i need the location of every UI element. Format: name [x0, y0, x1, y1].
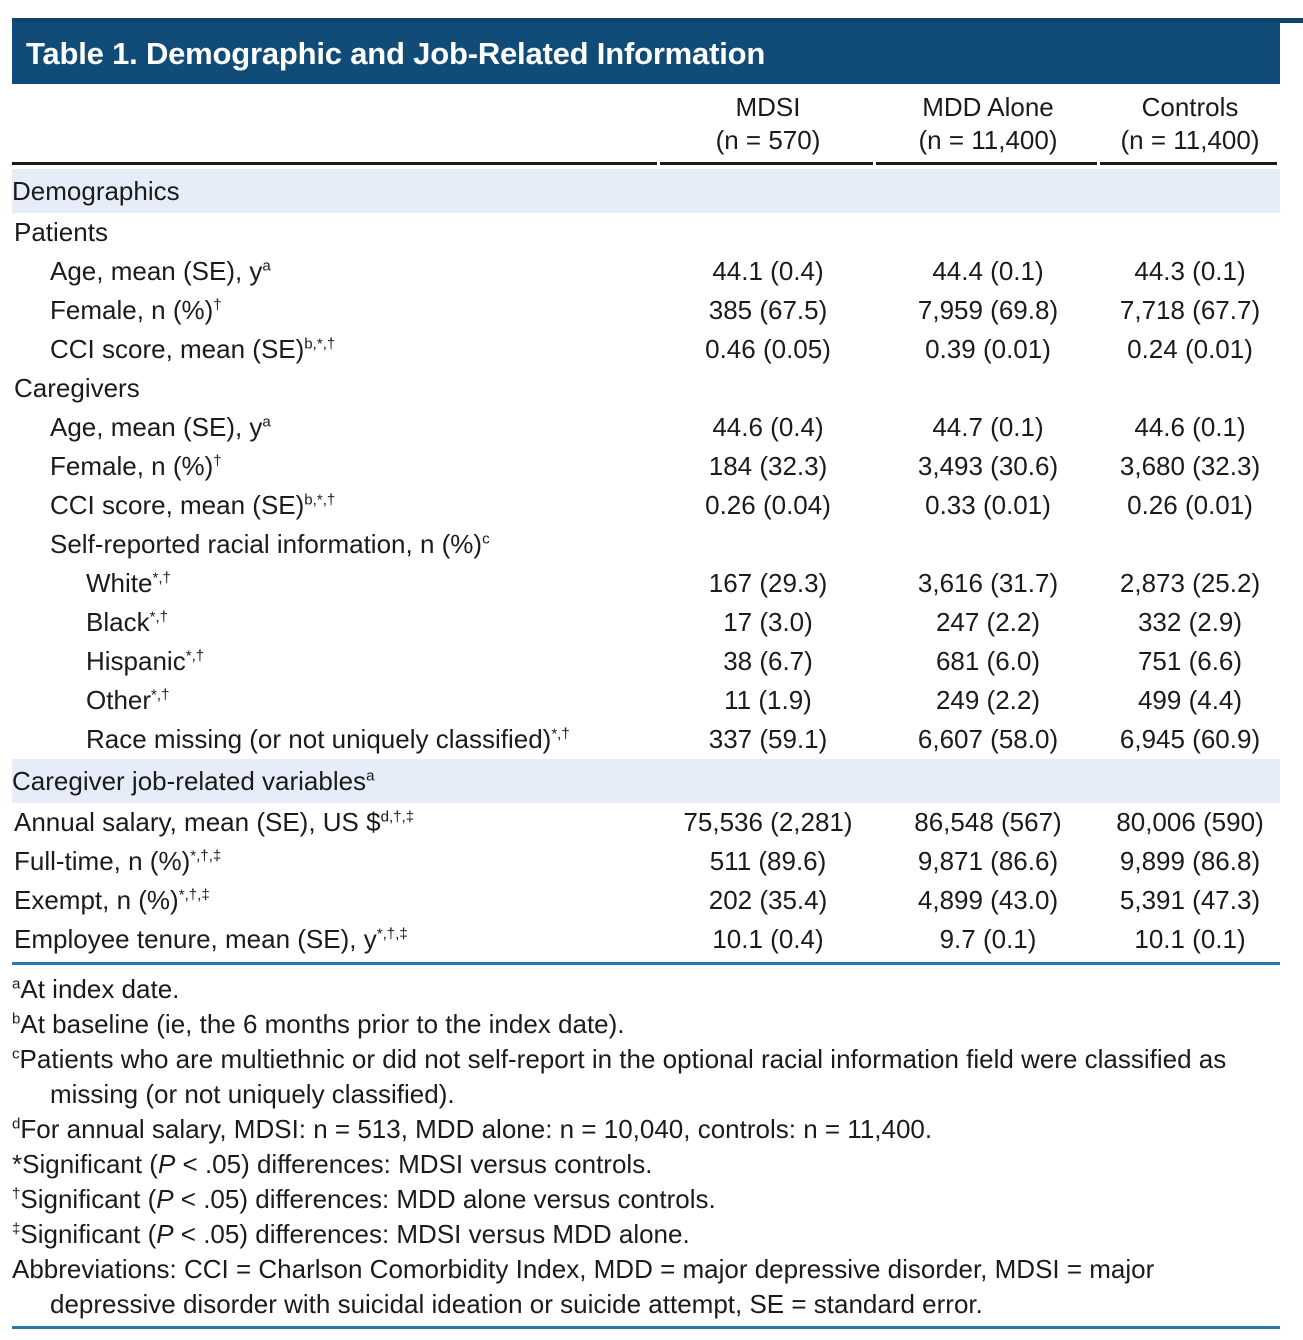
footnote: *Significant (P < .05) differences: MDSI versus controls. [12, 1149, 653, 1179]
cell-value: 9,871 (86.6) [917, 846, 1059, 876]
cell-value: 6,607 (58.0) [917, 724, 1059, 754]
figure-bottom-rule [12, 1326, 1280, 1329]
footnote: $^b$At baseline (ie, the 6 months prior to the index date). [12, 1009, 625, 1039]
table-row [12, 252, 1280, 291]
cell-value: 4,899 (43.0) [917, 885, 1059, 915]
superscript-markers: c [482, 530, 490, 548]
superscript-markers: *,† [185, 647, 205, 665]
table-body [12, 169, 1280, 959]
superscript-markers: a [262, 413, 271, 431]
cell-value: 0.26 (0.01) [1127, 490, 1253, 520]
row-label: Exempt, n (%)*,†,‡ [14, 885, 210, 915]
footnote-marker: † [12, 1185, 21, 1203]
cell-value [660, 525, 876, 564]
italic-p-value: P [156, 1219, 174, 1249]
header-rule-segment [12, 162, 657, 165]
table-row [12, 369, 1280, 408]
cell-value [660, 213, 876, 252]
superscript-markers: *,† [149, 608, 169, 626]
cell-value [876, 369, 1100, 408]
table-row [12, 447, 1280, 486]
superscript-markers: *,† [152, 569, 171, 587]
row-label: Female, n (%)† [50, 451, 222, 481]
column-header-mdsi [660, 91, 876, 157]
column-header-n: (n = 11,400) [1120, 125, 1260, 155]
superscript-markers: b,*,† [304, 335, 336, 353]
cell-value: 2,873 (25.2) [1119, 568, 1261, 598]
cell-value [1100, 369, 1280, 408]
superscript-markers: *,†,‡ [178, 886, 210, 904]
table-row [12, 564, 1280, 603]
table-row [12, 291, 1280, 330]
footnote-marker: * [12, 1149, 23, 1179]
superscript-markers: † [213, 296, 222, 314]
row-label: Self-reported racial information, n (%)$^c$ [50, 529, 490, 559]
cell-value: 184 (32.3) [708, 451, 828, 481]
row-label: CCI score, mean (SE)$^{b,*,\dagger}$ [50, 490, 336, 520]
section-header: Caregiver job-related variables$^a$ [12, 759, 1280, 803]
superscript-markers: a [262, 257, 271, 275]
cell-value: 6,945 (60.9) [1119, 724, 1261, 754]
header-rule-segment [1100, 162, 1277, 165]
cell-value: 5,391 (47.3) [1119, 885, 1261, 915]
cell-value: 751 (6.6) [1137, 646, 1243, 676]
cell-value: 3,680 (32.3) [1119, 451, 1261, 481]
row-label: Black*,† [86, 607, 169, 637]
table-row [12, 213, 1280, 252]
cell-value: 681 (6.0) [935, 646, 1041, 676]
cell-value: 332 (2.9) [1137, 607, 1243, 637]
table-row [12, 525, 1280, 564]
footnote-marker: c [12, 1045, 20, 1063]
superscript-markers: *,† [551, 725, 570, 743]
superscript-markers: *,†,‡ [190, 847, 222, 865]
cell-value: 86,548 (567) [914, 807, 1062, 837]
table-row [12, 603, 1280, 642]
table-title: Table 1. Demographic and Job-Related Information [26, 35, 766, 71]
cell-value: 44.6 (0.1) [1134, 412, 1246, 442]
cell-value: 247 (2.2) [935, 607, 1041, 637]
cell-value: 44.6 (0.4) [712, 412, 824, 442]
cell-value: 7,718 (67.7) [1119, 295, 1261, 325]
cell-value: 80,006 (590) [1116, 807, 1264, 837]
cell-value: 11 (1.9) [724, 685, 812, 715]
table-row [12, 803, 1280, 842]
row-label: Age, mean (SE), $y^a$ [50, 256, 271, 286]
column-header-n: (n = 11,400) [918, 125, 1058, 155]
superscript-markers: † [213, 452, 222, 470]
superscript-markers: d,†,‡ [380, 808, 415, 826]
cell-value: 17 (3.0) [723, 607, 813, 637]
section-row [12, 169, 1280, 213]
column-header-n: (n = 570) [715, 125, 821, 155]
italic-p-value: P [156, 1184, 174, 1214]
footnote: ‡Significant (P < .05) differences: MDSI versus MDD alone. [12, 1219, 690, 1249]
superscript-markers: a [366, 766, 375, 784]
row-label: Employee tenure, mean (SE), y*,†,‡ [14, 924, 408, 954]
table-row [12, 920, 1280, 959]
cell-value: 249 (2.2) [935, 685, 1041, 715]
cell-value: 0.24 (0.01) [1127, 334, 1253, 364]
cell-value: 75,536 (2,281) [683, 807, 853, 837]
table-row [12, 408, 1280, 447]
footnote: $^c$Patients who are multiethnic or did not self-report in the optional racial information field were classified as missing (or not uniquely classified). [12, 1044, 1227, 1109]
table-row [12, 486, 1280, 525]
row-label: CCI score, mean (SE)$^{b,*,\dagger}$ [50, 334, 336, 364]
cell-value [1100, 213, 1280, 252]
superscript-markers: *,†,‡ [376, 925, 408, 943]
footnote: $^d$For annual salary, MDSI: n = 513, MDD alone: n = 10,040, controls: n = 11,400. [12, 1114, 933, 1144]
cell-value: 7,959 (69.8) [917, 295, 1059, 325]
cell-value: 44.4 (0.1) [932, 256, 1044, 286]
cell-value: 337 (59.1) [708, 724, 828, 754]
footnote-marker: ‡ [12, 1220, 21, 1238]
cell-value [660, 369, 876, 408]
cell-value: 9,899 (86.8) [1119, 846, 1261, 876]
cell-value: 44.1 (0.4) [712, 256, 824, 286]
superscript-markers: *,† [151, 686, 170, 704]
cell-value: 0.39 (0.01) [925, 334, 1051, 364]
table-row [12, 881, 1280, 920]
header-rule-segment [876, 162, 1097, 165]
row-label: Other*,† [86, 685, 170, 715]
row-label: Female, n (%)† [50, 295, 222, 325]
section-header: Demographics [12, 169, 1280, 213]
cell-value: 38 (6.7) [723, 646, 813, 676]
cell-value: 511 (89.6) [709, 846, 827, 876]
cell-value: 0.26 (0.04) [705, 490, 831, 520]
row-label: Age, mean (SE), $y^a$ [50, 412, 271, 442]
header-rule-segment [660, 162, 873, 165]
cell-value: 202 (35.4) [708, 885, 828, 915]
footnote: Abbreviations: CCI = Charlson Comorbidity Index, MDD = major depressive disorder, MDSI = major depressive disorder with suicidal ideation or suicide attempt, SE = standard error. [12, 1254, 1155, 1319]
table-row [12, 720, 1280, 759]
row-label: Patients [14, 217, 108, 247]
table-row [12, 842, 1280, 881]
cell-value: 499 (4.4) [1137, 685, 1243, 715]
column-header-spacer [12, 91, 660, 157]
row-label: Hispanic*,† [86, 646, 205, 676]
superscript-markers: b,*,† [304, 491, 336, 509]
cell-value: 10.1 (0.4) [712, 924, 824, 954]
row-label: Annual salary, mean (SE), US \$$^{d,\dagger,\ddagger}$ [14, 807, 415, 837]
cell-value: 9.7 (0.1) [939, 924, 1037, 954]
row-label: Race missing (or not uniquely classified)*,† [86, 724, 570, 754]
column-header-label: MDD Alone [922, 92, 1054, 122]
footnote-marker: a [12, 975, 21, 993]
column-header-label: MDSI [735, 92, 801, 122]
table-row [12, 330, 1280, 369]
table-row [12, 681, 1280, 720]
footnote-marker: d [12, 1115, 21, 1133]
footnote: $^a$At index date. [12, 974, 180, 1004]
cell-value: 0.33 (0.01) [925, 490, 1051, 520]
row-label: Caregivers [14, 373, 140, 403]
column-header-controls [1100, 91, 1280, 157]
cell-value: 385 (67.5) [708, 295, 828, 325]
table-row [12, 642, 1280, 681]
table-title-bar [12, 23, 1280, 84]
header-rule [12, 162, 1280, 165]
section-row [12, 759, 1280, 803]
column-headers [12, 84, 1280, 157]
cell-value: 167 (29.3) [708, 568, 828, 598]
column-header-mdd-alone [876, 91, 1100, 157]
cell-value: 44.7 (0.1) [932, 412, 1044, 442]
demographics-table [12, 169, 1280, 959]
row-label: Full-time, n (%)*,†,‡ [14, 846, 222, 876]
table-content [12, 84, 1280, 1329]
cell-value: 0.46 (0.05) [705, 334, 831, 364]
cell-value: 3,616 (31.7) [917, 568, 1059, 598]
column-header-label: Controls [1141, 92, 1239, 122]
row-label: White*,† [86, 568, 171, 598]
cell-value [1100, 525, 1280, 564]
cell-value: 10.1 (0.1) [1134, 924, 1246, 954]
footnotes [12, 972, 1260, 1322]
table-bottom-rule [12, 962, 1280, 965]
footnote: †Significant (P < .05) differences: MDD alone versus controls. [12, 1184, 716, 1214]
italic-p-value: P [157, 1149, 176, 1179]
cell-value: 44.3 (0.1) [1134, 256, 1246, 286]
footnote-marker: b [12, 1010, 21, 1028]
cell-value [876, 525, 1100, 564]
cell-value: 3,493 (30.6) [917, 451, 1059, 481]
cell-value [876, 213, 1100, 252]
